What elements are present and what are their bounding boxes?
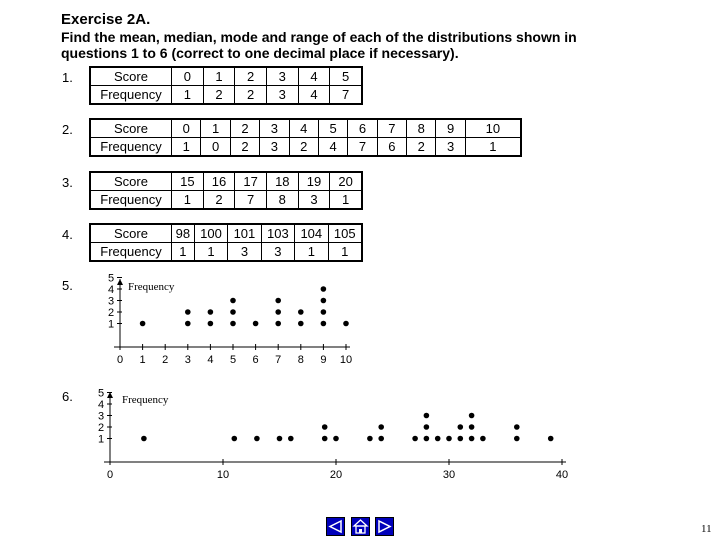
- score-cell: 5: [318, 120, 347, 138]
- data-dot: [322, 436, 328, 442]
- data-dot: [424, 413, 430, 419]
- data-dot: [514, 436, 520, 442]
- data-dot: [480, 436, 486, 442]
- right-arrow-icon: [376, 518, 393, 535]
- score-row: [91, 120, 521, 138]
- frequency-header: Frequency: [91, 138, 172, 156]
- data-dot: [298, 309, 304, 315]
- data-dot: [446, 436, 452, 442]
- frequency-cell: 0: [201, 138, 230, 156]
- score-header: Score: [91, 120, 172, 138]
- table-q1: [90, 67, 362, 104]
- table-q3: [90, 172, 362, 209]
- y-axis-label: Frequency: [122, 394, 169, 406]
- frequency-cell: 2: [203, 86, 235, 104]
- y-tick-label: 5: [98, 387, 105, 400]
- x-tick-label: 1: [139, 354, 146, 366]
- data-dot: [424, 436, 430, 442]
- frequency-cell: 2: [230, 138, 259, 156]
- x-tick-label: 2: [162, 354, 169, 366]
- frequency-cell: 2: [235, 86, 267, 104]
- prev-button[interactable]: [326, 517, 345, 536]
- data-dot: [412, 436, 418, 442]
- frequency-header: Frequency: [91, 243, 172, 261]
- frequency-cell: 1: [172, 86, 204, 104]
- frequency-row: [91, 86, 362, 104]
- score-cell: 19: [298, 173, 330, 191]
- x-tick-label: 7: [275, 354, 282, 366]
- frequency-cell: 3: [228, 243, 261, 261]
- score-cell: 8: [407, 120, 436, 138]
- score-cell: 1: [203, 68, 235, 86]
- next-button[interactable]: [375, 517, 394, 536]
- score-cell: 3: [260, 120, 289, 138]
- data-dot: [458, 424, 464, 430]
- frequency-cell: 3: [266, 86, 298, 104]
- score-cell: 17: [235, 173, 267, 191]
- score-cell: 104: [295, 225, 328, 243]
- x-tick-label: 10: [339, 354, 353, 366]
- x-tick-label: 40: [555, 469, 569, 481]
- question-5-label: 5.: [62, 278, 73, 293]
- data-dot: [141, 436, 147, 442]
- score-row: [91, 68, 362, 86]
- data-dot: [321, 309, 327, 315]
- data-dot: [321, 298, 327, 304]
- data-dot: [275, 309, 281, 315]
- x-tick-label: 20: [329, 469, 343, 481]
- data-dot: [378, 424, 384, 430]
- frequency-header: Frequency: [91, 191, 172, 209]
- frequency-cell: 3: [298, 191, 330, 209]
- data-dot: [275, 321, 281, 327]
- data-dot: [367, 436, 373, 442]
- y-tick-label: 1: [108, 318, 115, 331]
- score-cell: 3: [266, 68, 298, 86]
- data-dot: [514, 424, 520, 430]
- x-tick-label: 4: [207, 354, 214, 366]
- score-cell: 10: [465, 120, 520, 138]
- question-1-label: 1.: [62, 70, 73, 85]
- question-6-label: 6.: [62, 389, 73, 404]
- data-dot: [232, 436, 238, 442]
- y-tick-label: 3: [98, 410, 105, 423]
- x-tick-label: 6: [252, 354, 259, 366]
- dot-plot-q5: [95, 273, 370, 370]
- data-dot: [230, 298, 236, 304]
- data-dot: [322, 424, 328, 430]
- data-dot: [424, 424, 430, 430]
- data-dot: [275, 298, 281, 304]
- score-header: Score: [91, 173, 172, 191]
- frequency-cell: 1: [172, 138, 201, 156]
- data-dot: [469, 436, 475, 442]
- table-q4: [90, 224, 362, 261]
- question-4-label: 4.: [62, 227, 73, 242]
- y-tick-label: 4: [108, 284, 115, 296]
- x-tick-label: 30: [442, 469, 456, 481]
- frequency-row: [91, 138, 521, 156]
- score-cell: 2: [230, 120, 259, 138]
- question-3-label: 3.: [62, 175, 73, 190]
- score-cell: 1: [201, 120, 230, 138]
- score-cell: 4: [298, 68, 330, 86]
- score-cell: 5: [330, 68, 362, 86]
- frequency-cell: 1: [295, 243, 328, 261]
- frequency-cell: 1: [330, 191, 362, 209]
- data-dot: [277, 436, 283, 442]
- score-header: Score: [91, 68, 172, 86]
- x-tick-label: 10: [216, 469, 230, 481]
- y-tick-label: 4: [98, 399, 105, 411]
- frequency-row: [91, 191, 362, 209]
- y-tick-label: 5: [108, 273, 115, 285]
- x-tick-label: 5: [229, 354, 237, 366]
- y-tick-label: 3: [108, 295, 115, 308]
- x-tick-label: 0: [106, 469, 114, 481]
- score-cell: 16: [203, 173, 235, 191]
- y-axis-arrow: [117, 279, 123, 285]
- frequency-cell: 3: [260, 138, 289, 156]
- data-dot: [140, 321, 146, 327]
- frequency-row: [91, 243, 362, 261]
- frequency-cell: 1: [465, 138, 520, 156]
- score-cell: 9: [436, 120, 465, 138]
- x-tick-label: 0: [116, 354, 124, 366]
- home-button[interactable]: [351, 517, 370, 536]
- score-cell: 100: [194, 225, 227, 243]
- score-cell: 18: [266, 173, 298, 191]
- score-cell: 20: [330, 173, 362, 191]
- question-2-label: 2.: [62, 122, 73, 137]
- data-dot: [185, 309, 191, 315]
- frequency-cell: 8: [266, 191, 298, 209]
- y-tick-label: 2: [98, 422, 105, 434]
- score-cell: 7: [377, 120, 406, 138]
- score-cell: 103: [261, 225, 294, 243]
- score-cell: 4: [289, 120, 318, 138]
- data-dot: [185, 321, 191, 327]
- frequency-cell: 4: [298, 86, 330, 104]
- x-tick-label: 8: [297, 354, 304, 366]
- score-cell: 105: [328, 225, 361, 243]
- frequency-cell: 4: [318, 138, 347, 156]
- data-dot: [253, 321, 259, 327]
- data-dot: [378, 436, 384, 442]
- score-cell: 98: [172, 225, 195, 243]
- data-dot: [208, 309, 214, 315]
- score-cell: 15: [172, 173, 204, 191]
- score-cell: 0: [172, 120, 201, 138]
- data-dot: [435, 436, 441, 442]
- frequency-cell: 1: [172, 191, 204, 209]
- frequency-cell: 7: [235, 191, 267, 209]
- y-axis-label: Frequency: [128, 281, 175, 293]
- data-dot: [230, 321, 236, 327]
- data-dot: [288, 436, 294, 442]
- data-dot: [321, 286, 327, 292]
- score-cell: 6: [348, 120, 377, 138]
- score-row: [91, 225, 362, 243]
- data-dot: [208, 321, 214, 327]
- data-dot: [458, 436, 464, 442]
- frequency-cell: 2: [407, 138, 436, 156]
- x-tick-label: 9: [320, 354, 327, 366]
- score-cell: 2: [235, 68, 267, 86]
- frequency-cell: 7: [330, 86, 362, 104]
- y-tick-label: 1: [98, 433, 105, 446]
- score-row: [91, 173, 362, 191]
- data-dot: [469, 424, 475, 430]
- data-dot: [469, 413, 475, 419]
- frequency-cell: 2: [203, 191, 235, 209]
- frequency-header: Frequency: [91, 86, 172, 104]
- y-tick-label: 2: [108, 307, 115, 319]
- frequency-cell: 3: [436, 138, 465, 156]
- frequency-cell: 6: [377, 138, 406, 156]
- data-dot: [230, 309, 236, 315]
- frequency-cell: 3: [261, 243, 294, 261]
- page-number: 11: [701, 523, 712, 535]
- x-tick-label: 3: [184, 354, 191, 366]
- data-dot: [254, 436, 260, 442]
- data-dot: [321, 321, 327, 327]
- exercise-title: Exercise 2A.: [61, 11, 151, 28]
- frequency-cell: 1: [328, 243, 361, 261]
- frequency-cell: 7: [348, 138, 377, 156]
- home-icon: [352, 518, 369, 535]
- dot-plot-q6: [90, 386, 580, 483]
- score-cell: 101: [228, 225, 261, 243]
- frequency-cell: 1: [172, 243, 195, 261]
- instructions: Find the mean, median, mode and range of each of the distributions shown in questions 1 to 6 (correct to one decimal place if necessary).: [61, 29, 577, 61]
- left-arrow-icon: [327, 518, 344, 535]
- data-dot: [298, 321, 304, 327]
- data-dot: [333, 436, 339, 442]
- score-header: Score: [91, 225, 172, 243]
- frequency-cell: 1: [194, 243, 227, 261]
- score-cell: 0: [172, 68, 204, 86]
- table-q2: [90, 119, 521, 156]
- data-dot: [548, 436, 554, 442]
- frequency-cell: 2: [289, 138, 318, 156]
- data-dot: [343, 321, 349, 327]
